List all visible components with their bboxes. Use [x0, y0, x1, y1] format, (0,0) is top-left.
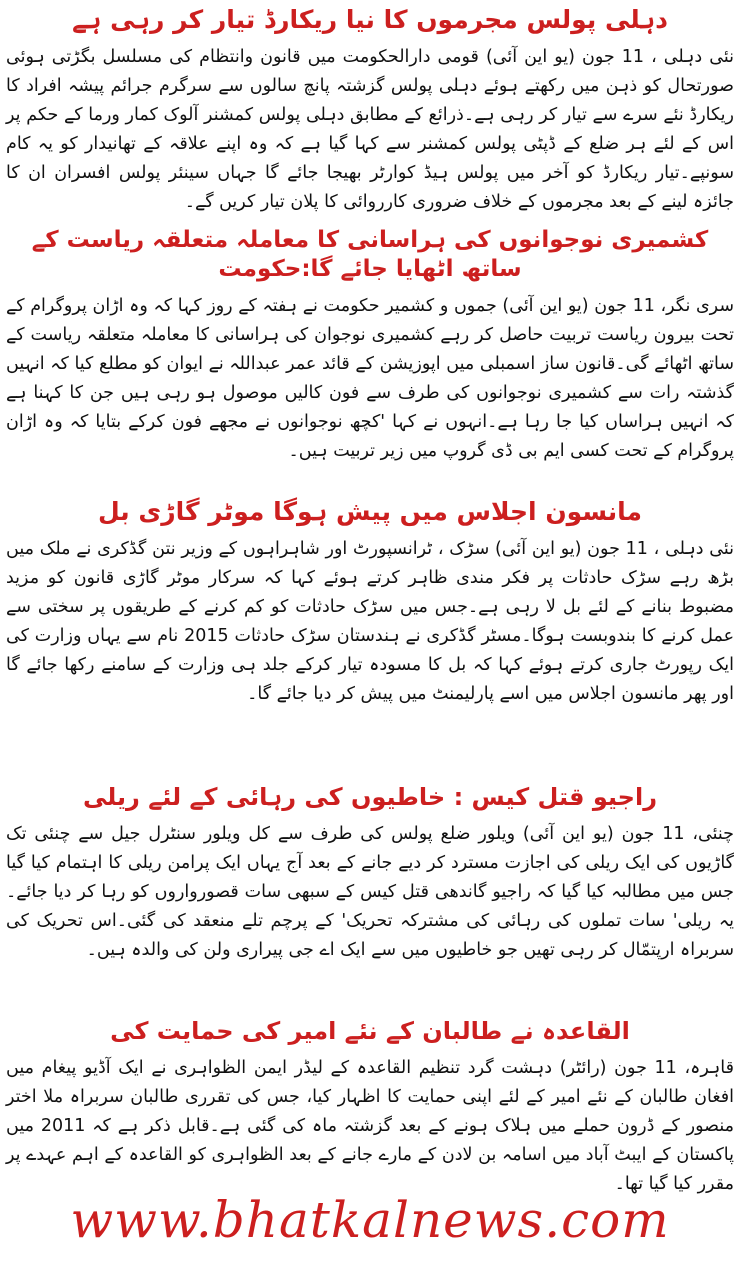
news-story	[6, 782, 734, 965]
story-headline: دہلی پولس مجرموں کا نیا ریکارڈ تیار کر رہی ہے	[72, 5, 668, 34]
story-body: قاہرہ، 11 جون (رائٹر) دہشت گرد تنظیم القاعدہ کے لیڈر ایمن الظواہری نے ایک آڈیو پیغام میں افغان طالبان کے نئے امیر کے لئے اپنی حمایت کا اظہار کیا، جس کی تقرری طالبان سربراہ ملا اختر منصور کے ڈرون حملے میں ہلاک ہونے کے بعد گزشتہ ماہ کی گئی ہے۔قابل ذکر ہے کہ 2011 میں پاکستان کے ایبٹ آباد میں اسامہ بن لادن کے مارے جانے کے بعد الظواہری کو القاعدہ کے اہم عہدے پر مقرر کیا گیا تھا۔	[6, 1058, 734, 1194]
website-link[interactable]: www.bhatkalnews.com	[70, 1191, 670, 1249]
news-story	[6, 4, 734, 217]
story-body: سری نگر، 11 جون (یو این آئی) جموں و کشمیر حکومت نے ہفتہ کے روز کہا کہ وہ اڑان پروگرام کے تحت بیرون ریاست تربیت حاصل کر رہے کشمیری نوجوان کی ہراسانی کا معاملہ متعلقہ ریاست کے ساتھ اٹھائے گی۔قانون ساز اسمبلی میں اپوزیشن کے قائد عمر عبداللہ نے ایوان کو مطلع کیا کہ انہیں گذشتہ رات سے کشمیری نوجوانوں کی طرف سے فون کالیں موصول ہو رہی ہیں جن کا کہنا ہے کہ انہیں ہراساں کیا جا رہا ہے۔انہوں نے کہا 'کچھ نوجوانوں نے مجھے فون کرکے بتایا کہ وہ اڑان پروگرام کے تحت کسی ایم بی ڈی گروپ میں زیر تربیت ہیں۔	[6, 295, 734, 461]
story-body: نئی دہلی ، 11 جون (یو این آئی) قومی دارالحکومت میں قانون وانتظام کی مسلسل بگڑتی ہوئی صورتحال کو ذہن میں رکھتے ہوئے دہلی پولس گزشتہ پانچ سالوں سے سرگرم جرائم پیشہ افراد کا ریکارڈ نئے سرے سے تیار کر رہی ہے۔ذرائع کے مطابق دہلی پولس کمشنر آلوک کمار ورما کے حکم پر اس کے لئے ہر ضلع کے ڈپٹی پولس کمشنر سے کہا گیا ہے کہ وہ اپنے علاقہ کے تھانیدار کو یہ کام سونپے۔تیار ریکارڈ کو آخر میں پولس ہیڈ کوارٹر بھیجا جائے گا جہاں سینئر پولس افسران ان کا جائزہ لینے کے بعد مجرموں کے خلاف ضروری کارروائی کا پلان تیار کریں گے۔	[6, 47, 734, 213]
news-story	[6, 496, 734, 709]
story-body: نئی دہلی ، 11 جون (یو این آئی) سڑک ، ٹرانسپورٹ اور شاہراہوں کے وزیر نتن گڈکری نے ملک میں بڑھ رہے سڑک حادثات پر فکر مندی ظاہر کرتے ہوئے کہا کہ سرکار موٹر گاڑی قانون کو مزید مضبوط بنانے کے لئے بل لا رہی ہے۔جس میں سڑک حادثات کو کم کرنے کے طریقوں پر سختی سے عمل کرنے کا بندوبست ہوگا۔مسٹر گڈکری نے ہندستان سڑک حادثات 2015 نام سے یہاں وزارت کی ایک رپورٹ جاری کرتے ہوئے کہا کہ بل کا مسودہ تیار کرکے جلد ہی وزارت کے سامنے رکھا جائے گا اور پھر مانسون اجلاس میں اسے پارلیمنٹ میں پیش کر دیا جائے گا۔	[6, 539, 735, 705]
story-headline: القاعدہ نے طالبان کے نئے امیر کی حمایت کی	[110, 1017, 630, 1045]
story-headline: مانسون اجلاس میں پیش ہوگا موٹر گاڑی بل	[97, 497, 643, 526]
story-headline: کشمیری نوجوانوں کی ہراسانی کا معاملہ متعلقہ ریاست کے ساتھ اٹھایا جائے گا:حکومت	[31, 227, 709, 282]
news-story	[6, 1016, 734, 1199]
story-headline: راجیو قتل کیس : خاطیوں کی رہائی کے لئے ریلی	[82, 783, 658, 811]
story-body: چنئی، 11 جون (یو این آئی) ویلور ضلع پولس کی طرف سے کل ویلور سنٹرل جیل سے چنئی تک گاڑیوں کی ایک ریلی کی اجازت مسترد کر دیے جانے کے بعد آج یہاں ایک پرامن ریلی کا اہتمام کیا گیا جس میں مطالبہ کیا گیا کہ راجیو گاندھی قتل کیس کے سبھی سات قصورواروں کو رہا کر دیا جائے۔یہ ریلی' سات تملوں کی رہائی کی مشترکہ تحریک' کے پرچم تلے منعقد کی گئی۔اس تحریک کی سربراہ ارپتمّال کر رہی تھیں جو خاطیوں میں سے ایک اے جی پیراری ولن کی والدہ ہیں۔	[6, 824, 734, 960]
news-story	[6, 226, 734, 466]
